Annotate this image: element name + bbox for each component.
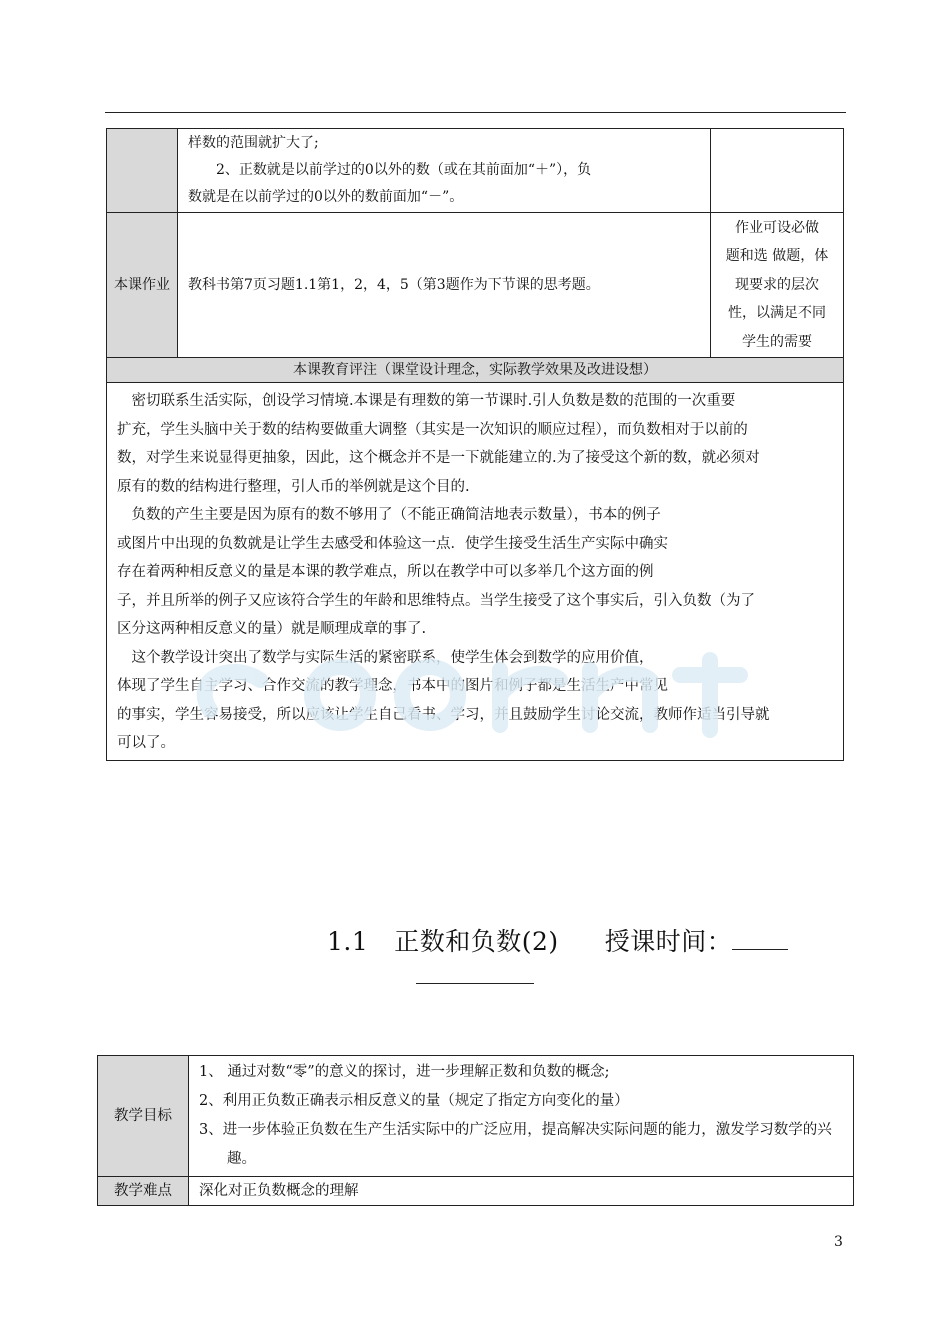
header-rule [105,112,846,113]
lesson-table-2 [97,1055,854,1206]
goal-item: 2、利用正负数正确表示相反意义的量（规定了指定方向变化的量） [199,1093,629,1109]
reflection-line: 数，对学生来说显得更抽象，因此，这个概念并不是一下就能建立的.为了接受这个新的数，就必须对 [117,450,760,466]
goals-content [189,1056,854,1177]
difficulty-content: 深化对正负数概念的理解 [189,1177,854,1206]
note-line: 性，以满足不同 [728,305,826,322]
page-number: 3 [834,1234,843,1250]
table-row [107,358,844,383]
reflection-line: 或图片中出现的负数就是让学生去感受和体验这一点．使学生接受生活生产实际中确实 [117,535,668,552]
reflection-line: 存在着两种相反意义的量是本课的教学难点，所以在教学中可以多举几个这方面的例 [117,564,654,580]
goal-item: 3、进一步体验正负数在生产生活实际中的广泛应用，提高解决实际问题的能力，激发学习数学的兴趣。 [199,1122,832,1167]
homework-content: 教科书第7页习题1.1第1，2，4，5（第3题作为下节课的思考题。 [178,213,711,358]
reflection-line: 负数的产生主要是因为原有的数不够用了（不能正确简洁地表示数量），书本的例子 [131,507,661,523]
note-line: 题和选 做题，体 [725,248,829,265]
reflection-line: 原有的数的结构进行整理，引人币的举例就是这个目的. [117,478,470,495]
goal-item: 1、 通过对数“零”的意义的探讨，进一步理解正数和负数的概念; [199,1064,610,1080]
homework-label: 本课作业 [107,213,178,358]
note-line: 学生的需要 [742,333,812,350]
time-blank [732,925,788,950]
summary-line: 样数的范围就扩大了; [188,135,319,151]
reflection-line: 体现了学生自主学习、合作交流的教学理念，书本中的图片和例子都是生活生产中常见 [117,678,668,694]
lesson-table-1 [106,128,844,761]
reflection-line: 扩充，学生头脑中关于数的结构要做重大调整（其实是一次知识的顺应过程），而负数相对于以前的 [117,421,748,438]
table-row [98,1056,854,1177]
table-row [107,383,844,761]
section-title [327,922,788,958]
reflection-line: 区分这两种相反意义的量）就是顺理成章的事了. [117,621,427,637]
note-line: 现要求的层次 [735,276,819,293]
section-heading: 正数和负数(2) [394,927,559,956]
section-number: 1.1 [327,927,369,956]
difficulty-label: 教学难点 [98,1177,189,1206]
blank-note-cell [711,129,844,213]
table-row [107,213,844,358]
reflection-header: 本课教育评注（课堂设计理念，实际教学效果及改进设想） [107,358,844,383]
time-blank-continuation [416,983,534,984]
goals-label: 教学目标 [98,1056,189,1177]
blank-label-cell [107,129,178,213]
reflection-line: 这个教学设计突出了数学与实际生活的紧密联系，使学生体会到数学的应用价值， [131,649,654,666]
reflection-line: 子，并且所举的例子又应该符合学生的年龄和思维特点。当学生接受了这个事实后，引入负数（为了 [117,592,755,609]
note-line: 作业可设必做 [735,219,819,236]
table-row [98,1177,854,1206]
summary-line: 2、正数就是以前学过的0以外的数（或在其前面加“＋”），负 [216,162,592,178]
homework-note [711,213,844,358]
summary-line: 数就是在以前学过的0以外的数前面加“－”。 [188,189,464,205]
reflection-body [107,383,844,761]
summary-cell [178,129,711,213]
table-row [107,129,844,213]
reflection-line: 密切联系生活实际，创设学习情境.本课是有理数的第一节课时.引人负数是数的范围的一次重要 [131,393,736,409]
time-label: 授课时间： [604,927,733,956]
reflection-line: 的事实，学生容易接受，所以应该让学生自己看书、学习，并且鼓励学生讨论交流，教师作适当引导就 [117,706,770,723]
reflection-line: 可以了。 [117,735,175,751]
